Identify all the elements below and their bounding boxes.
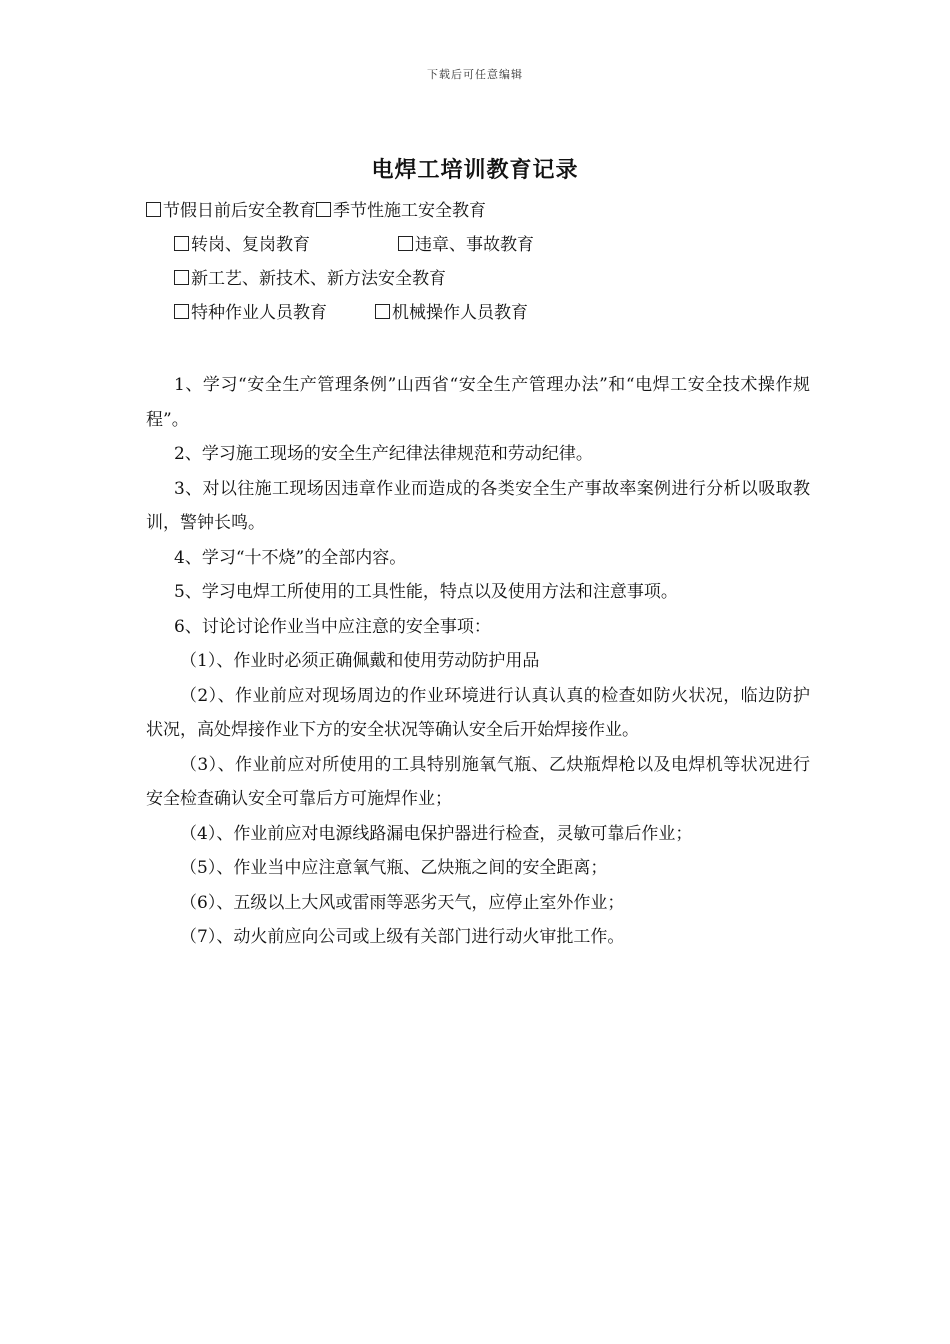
education-type-checklist xyxy=(146,198,826,334)
content-item-6: 6、讨论讨论作业当中应注意的安全事项： xyxy=(174,616,491,637)
safety-subitem-2: （2）、作业前应对现场周边的作业环境进行认真认真的检查如防火状况，临边防护状况，高处焊接作业下方的安全状况等确认安全后开始焊接作业。 xyxy=(146,685,810,740)
checklist-label: 机械操作人员教育 xyxy=(392,303,528,323)
checklist-label: 季节性施工安全教育 xyxy=(333,201,486,221)
checkbox-icon[interactable] xyxy=(398,236,413,251)
content-item-5: 5、学习电焊工所使用的工具性能，特点以及使用方法和注意事项。 xyxy=(174,582,678,602)
document-title: 电焊工培训教育记录 xyxy=(371,158,579,183)
safety-subitem-1: （1）、作业时必须正确佩戴和使用劳动防护用品 xyxy=(180,651,540,671)
checklist-item-violation[interactable] xyxy=(398,232,534,258)
checklist-label: 转岗、复岗教育 xyxy=(191,235,310,255)
safety-subitem-6: （6）、五级以上大风或雷雨等恶劣天气，应停止室外作业； xyxy=(180,892,625,913)
checkbox-icon[interactable] xyxy=(316,202,331,217)
checklist-item-transfer[interactable] xyxy=(174,232,310,258)
checkbox-icon[interactable] xyxy=(174,270,189,285)
safety-subitem-7: （7）、动火前应向公司或上级有关部门进行动火审批工作。 xyxy=(180,927,625,947)
checklist-item-new-tech[interactable] xyxy=(174,266,446,292)
checklist-label: 违章、事故教育 xyxy=(415,235,534,255)
checklist-item-machinery[interactable] xyxy=(375,300,528,326)
content-item-2: 2、学习施工现场的安全生产纪律法律规范和劳动纪律。 xyxy=(174,444,593,464)
header-note: 下载后可任意编辑 xyxy=(427,68,523,81)
checklist-item-holiday[interactable] xyxy=(146,198,316,224)
checklist-label: 新工艺、新技术、新方法安全教育 xyxy=(191,269,446,289)
checklist-row-4 xyxy=(146,300,826,334)
checklist-row-3 xyxy=(146,266,826,300)
checkbox-icon[interactable] xyxy=(174,304,189,319)
checklist-label: 节假日前后安全教育 xyxy=(163,201,316,221)
safety-subitem-5: （5）、作业当中应注意氧气瓶、乙炔瓶之间的安全距离； xyxy=(180,858,608,878)
checklist-row-2 xyxy=(146,232,826,266)
checklist-row-1 xyxy=(146,198,826,232)
checkbox-icon[interactable] xyxy=(174,236,189,251)
content-item-4: 4、学习“十不烧”的全部内容。 xyxy=(174,547,407,568)
content-item-3: 3、对以往施工现场因违章作业而造成的各类安全生产事故率案例进行分析以吸取教训，警钟长鸣。 xyxy=(146,478,810,533)
checkbox-icon[interactable] xyxy=(146,202,161,217)
safety-subitem-3: （3）、作业前应对所使用的工具特别施氧气瓶、乙炔瓶焊枪以及电焊机等状况进行安全检查确认安全可靠后方可施焊作业； xyxy=(146,754,810,809)
checklist-label: 特种作业人员教育 xyxy=(191,303,327,323)
content-item-1: 1、学习“安全生产管理条例”山西省“安全生产管理办法”和“电焊工安全技术操作规程”。 xyxy=(146,375,810,430)
training-content xyxy=(146,368,810,955)
checkbox-icon[interactable] xyxy=(375,304,390,319)
checklist-item-seasonal[interactable] xyxy=(316,198,486,224)
checklist-item-special-work[interactable] xyxy=(174,300,327,326)
safety-subitem-4: （4）、作业前应对电源线路漏电保护器进行检查，灵敏可靠后作业； xyxy=(180,823,693,844)
